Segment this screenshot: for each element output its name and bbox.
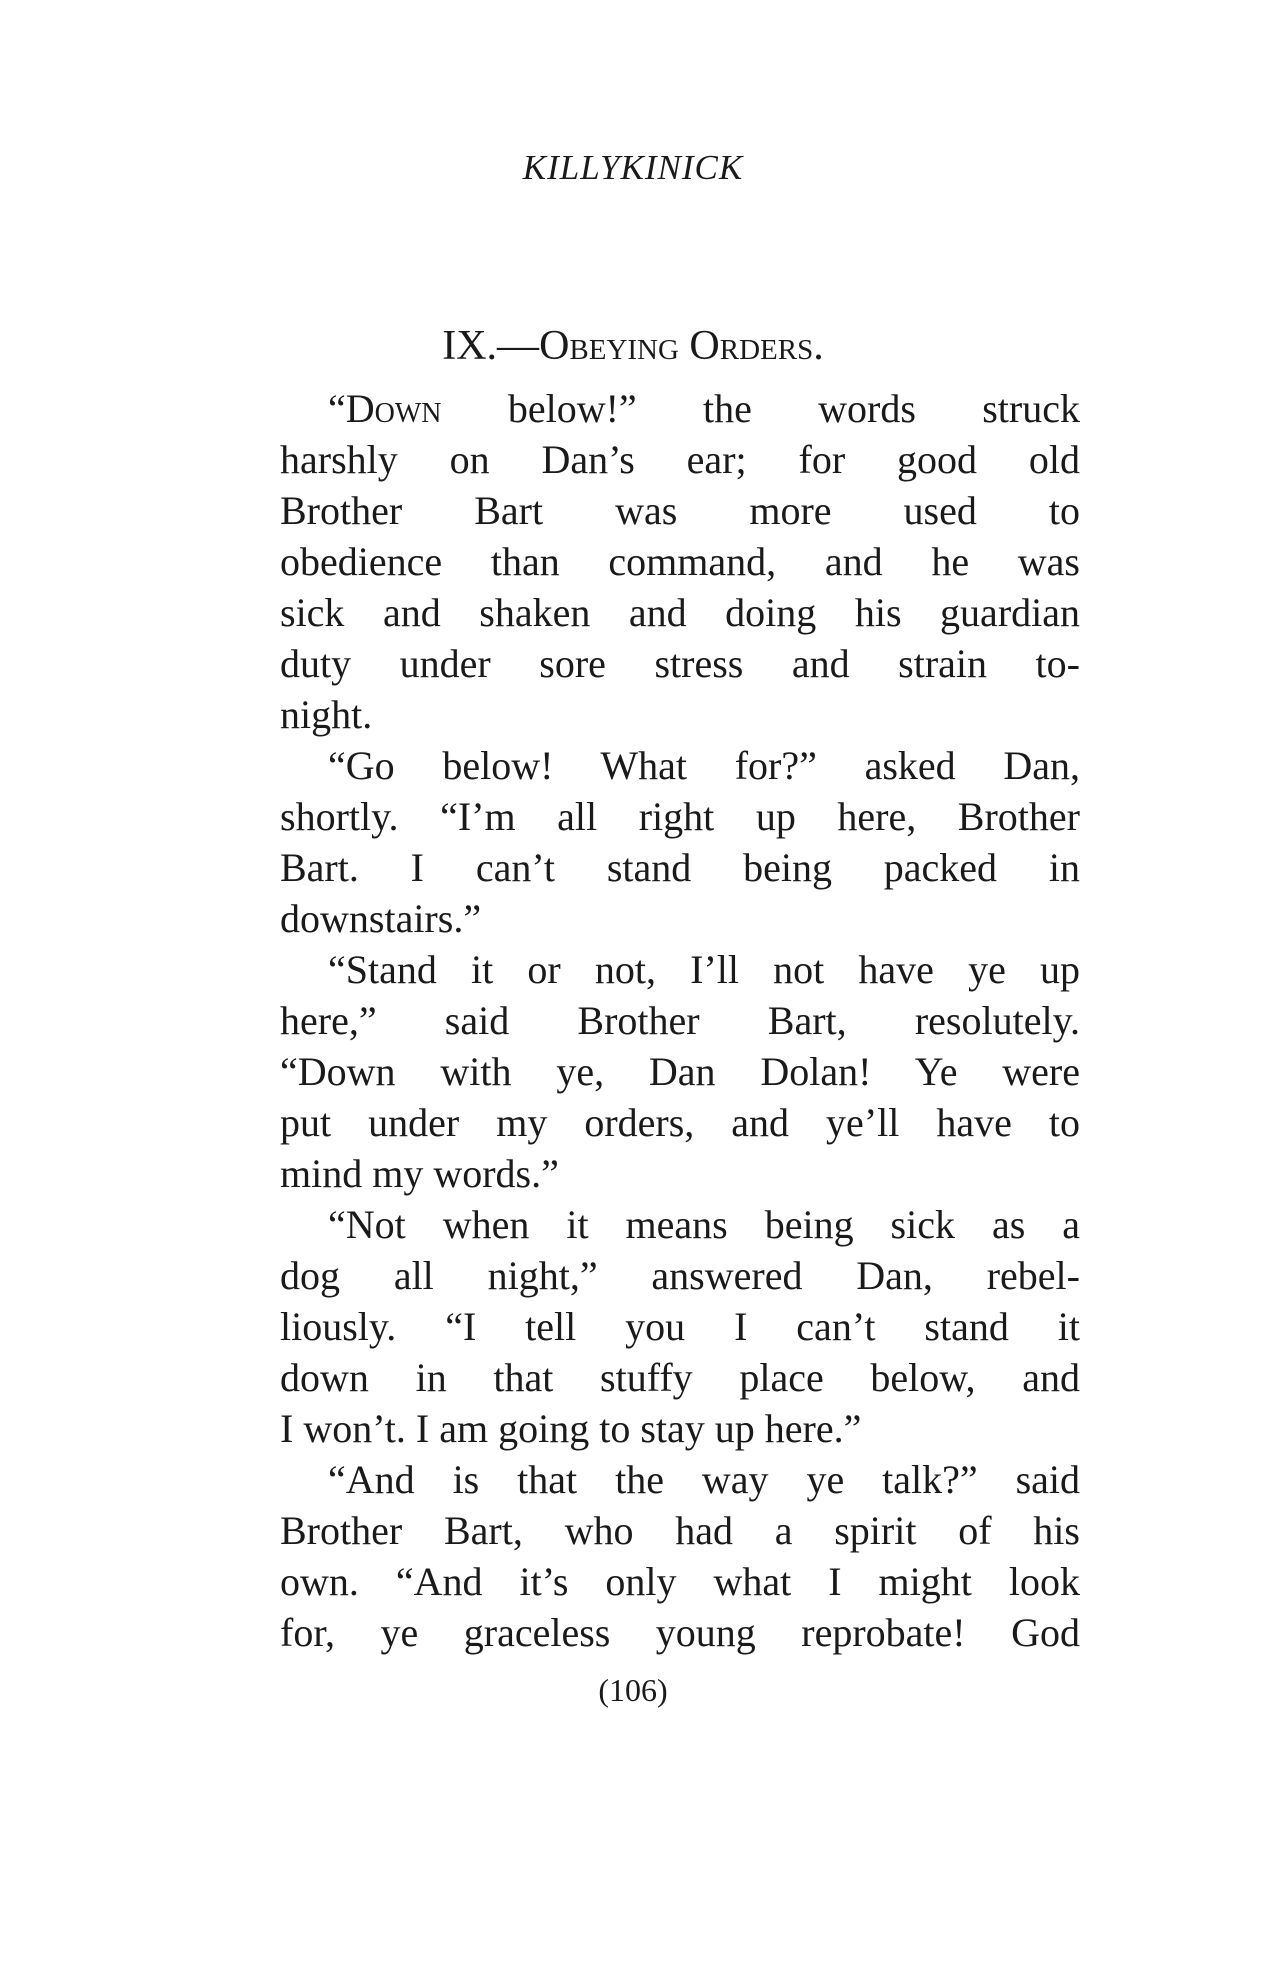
text-line: Brother Bart was more used to: [280, 488, 1080, 533]
text-line: liously. “I tell you I can’t stand it: [280, 1304, 1080, 1349]
page-number: (106): [598, 1672, 668, 1708]
text-line: put under my orders, and ye’ll have to: [280, 1100, 1080, 1145]
text-line: obedience than command, and he was: [280, 539, 1080, 584]
text-line: night.: [280, 692, 373, 737]
text-line: I won’t. I am going to stay up here.”: [280, 1406, 862, 1451]
text-line: “And is that the way ye talk?” said: [328, 1457, 1080, 1502]
chapter-number: IX.—: [442, 323, 540, 369]
chapter-heading: [0, 322, 1266, 370]
text-line: “Go below! What for?” asked Dan,: [328, 743, 1080, 788]
text-line: “Not when it means being sick as a: [328, 1202, 1080, 1247]
text-line: dog all night,” answered Dan, rebel-: [280, 1253, 1080, 1298]
text-line: shortly. “I’m all right up here, Brother: [280, 794, 1080, 839]
text-line: here,” said Brother Bart, resolutely.: [280, 998, 1080, 1043]
body-text: [280, 383, 1080, 1658]
text-line: for, ye graceless young reprobate! God: [280, 1610, 1080, 1655]
running-head: KILLYKINICK: [522, 148, 744, 187]
text-line: “Stand it or not, I’ll not have ye up: [328, 947, 1080, 992]
text-line: Bart. I can’t stand being packed in: [280, 845, 1080, 890]
text-line: downstairs.”: [280, 896, 482, 941]
text-line: “Down with ye, Dan Dolan! Ye were: [280, 1049, 1080, 1094]
chapter-title: Obeying Orders.: [539, 323, 824, 369]
text-line: “Down below!” the words struck: [328, 386, 1080, 431]
text-line: duty under sore stress and strain to-: [280, 641, 1080, 686]
text-line: down in that stuffy place below, and: [280, 1355, 1080, 1400]
text-line: harshly on Dan’s ear; for good old: [280, 437, 1080, 482]
text-line: mind my words.”: [280, 1151, 559, 1196]
opening-word: “Down: [328, 386, 442, 431]
text-line: Brother Bart, who had a spirit of his: [280, 1508, 1080, 1553]
text-line: own. “And it’s only what I might look: [280, 1559, 1080, 1604]
text-line: sick and shaken and doing his guardian: [280, 590, 1080, 635]
